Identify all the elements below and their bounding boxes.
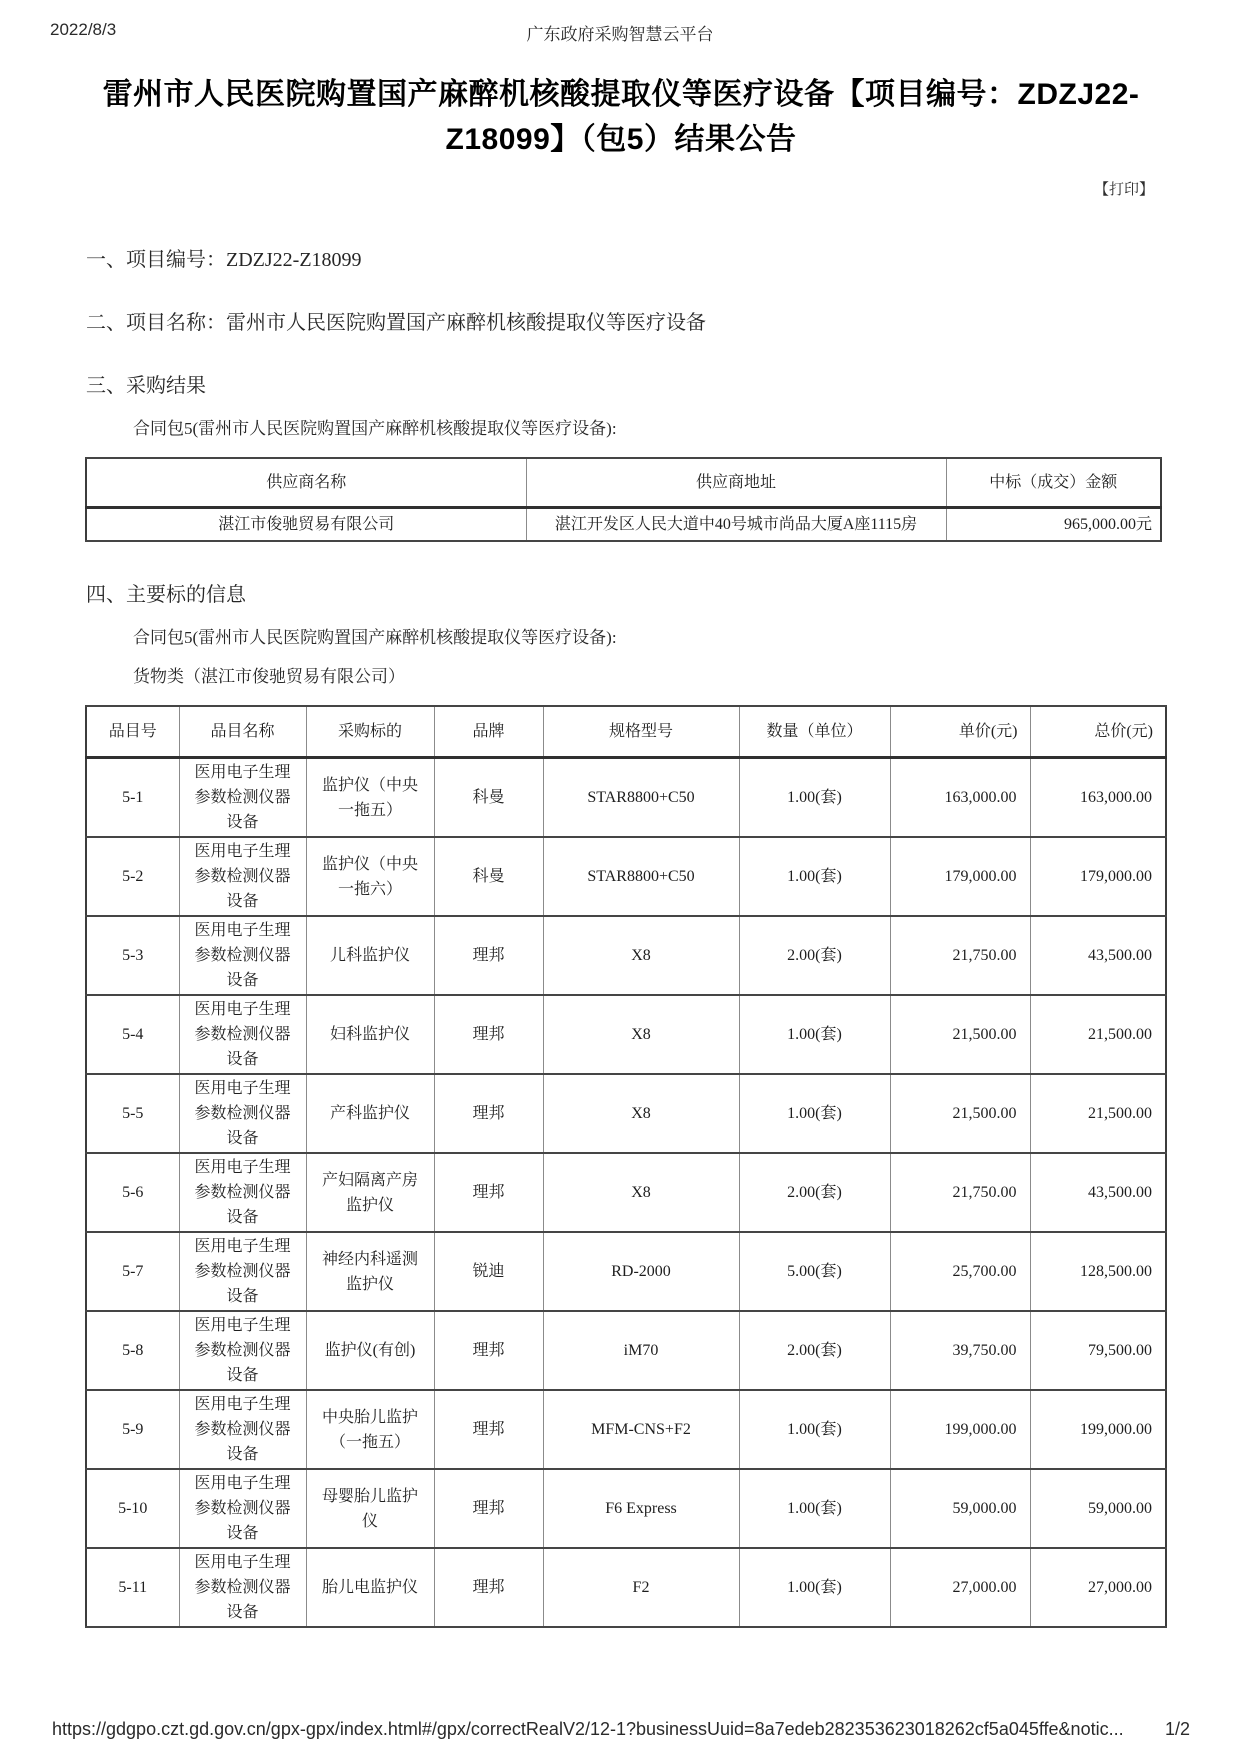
items-table [85,705,1167,1628]
item-total-price-cell: 128,500.00 [1030,1232,1166,1311]
item-total-price-cell: 27,000.00 [1030,1548,1166,1627]
supplier-table [85,457,1162,542]
item-unit-price-cell: 179,000.00 [890,837,1030,916]
item-target-cell: 儿科监护仪 [306,916,434,995]
item-brand-cell: 理邦 [434,916,543,995]
supplier-table-header-row [86,458,1161,508]
item-quantity-cell: 1.00(套) [739,1469,890,1548]
item-row-5-11 [86,1548,1166,1627]
item-unit-price-cell: 199,000.00 [890,1390,1030,1469]
section-heading-project-name: 二、项目名称：雷州市人民医院购置国产麻醉机核酸提取仪等医疗设备 [86,312,706,334]
col-header-model: 规格型号 [543,706,739,758]
print-button[interactable]: 【打印】 [1093,182,1154,198]
item-model-cell: STAR8800+C50 [543,758,739,838]
col-header-target: 采购标的 [306,706,434,758]
item-no-cell: 5-1 [86,758,179,838]
item-name-cell: 医用电子生理参数检测仪器设备 [179,1153,306,1232]
item-unit-price-cell: 21,750.00 [890,916,1030,995]
item-no-cell: 5-10 [86,1469,179,1548]
print-date: 2022/8/3 [50,20,117,39]
item-total-price-cell: 163,000.00 [1030,758,1166,838]
col-header-supplier-name: 供应商名称 [86,458,526,508]
item-target-cell: 神经内科遥测监护仪 [306,1232,434,1311]
col-header-brand: 品牌 [434,706,543,758]
item-row-5-8 [86,1311,1166,1390]
item-no-cell: 5-6 [86,1153,179,1232]
item-total-price-cell: 43,500.00 [1030,916,1166,995]
item-model-cell: X8 [543,995,739,1074]
item-name-cell: 医用电子生理参数检测仪器设备 [179,1311,306,1390]
item-name-cell: 医用电子生理参数检测仪器设备 [179,1074,306,1153]
item-brand-cell: 理邦 [434,995,543,1074]
item-target-cell: 监护仪（中央一拖六） [306,837,434,916]
item-no-cell: 5-11 [86,1548,179,1627]
item-target-cell: 中央胎儿监护（一拖五） [306,1390,434,1469]
item-model-cell: X8 [543,916,739,995]
item-model-cell: RD-2000 [543,1232,739,1311]
item-row-5-7 [86,1232,1166,1311]
item-unit-price-cell: 59,000.00 [890,1469,1030,1548]
item-name-cell: 医用电子生理参数检测仪器设备 [179,916,306,995]
item-no-cell: 5-7 [86,1232,179,1311]
item-brand-cell: 理邦 [434,1469,543,1548]
col-header-unit-price: 单价(元) [890,706,1030,758]
item-model-cell: F6 Express [543,1469,739,1548]
item-unit-price-cell: 27,000.00 [890,1548,1030,1627]
item-total-price-cell: 59,000.00 [1030,1469,1166,1548]
item-target-cell: 监护仪(有创) [306,1311,434,1390]
item-name-cell: 医用电子生理参数检测仪器设备 [179,837,306,916]
col-header-item-name: 品目名称 [179,706,306,758]
item-brand-cell: 理邦 [434,1074,543,1153]
item-target-cell: 胎儿电监护仪 [306,1548,434,1627]
item-total-price-cell: 43,500.00 [1030,1153,1166,1232]
announcement-document [0,72,1242,1628]
item-no-cell: 5-9 [86,1390,179,1469]
item-no-cell: 5-2 [86,837,179,916]
item-total-price-cell: 199,000.00 [1030,1390,1166,1469]
item-model-cell: iM70 [543,1311,739,1390]
item-quantity-cell: 1.00(套) [739,1074,890,1153]
item-quantity-cell: 2.00(套) [739,1153,890,1232]
item-no-cell: 5-8 [86,1311,179,1390]
item-row-5-4 [86,995,1166,1074]
item-name-cell: 医用电子生理参数检测仪器设备 [179,758,306,838]
item-brand-cell: 理邦 [434,1548,543,1627]
item-unit-price-cell: 25,700.00 [890,1232,1030,1311]
item-row-5-9 [86,1390,1166,1469]
section-heading-procurement-result: 三、采购结果 [86,375,206,397]
item-quantity-cell: 1.00(套) [739,837,890,916]
item-unit-price-cell: 21,500.00 [890,1074,1030,1153]
item-row-5-6 [86,1153,1166,1232]
item-row-5-1 [86,758,1166,838]
section-heading-main-target-info: 四、主要标的信息 [86,584,246,606]
goods-category-note: 货物类（湛江市俊驰贸易有限公司） [133,667,405,686]
print-button-row [0,178,1154,199]
item-name-cell: 医用电子生理参数检测仪器设备 [179,1469,306,1548]
section-heading-project-number: 一、项目编号：ZDZJ22-Z18099 [86,249,362,271]
award-amount-cell: 965,000.00元 [946,508,1161,542]
supplier-address-cell: 湛江开发区人民大道中40号城市尚品大厦A座1115房 [526,508,946,542]
item-model-cell: X8 [543,1074,739,1153]
item-brand-cell: 科曼 [434,837,543,916]
item-quantity-cell: 2.00(套) [739,916,890,995]
items-table-header-row [86,706,1166,758]
item-quantity-cell: 1.00(套) [739,1548,890,1627]
item-model-cell: F2 [543,1548,739,1627]
item-quantity-cell: 1.00(套) [739,1390,890,1469]
item-target-cell: 妇科监护仪 [306,995,434,1074]
item-model-cell: MFM-CNS+F2 [543,1390,739,1469]
item-brand-cell: 理邦 [434,1153,543,1232]
item-brand-cell: 锐迪 [434,1232,543,1311]
col-header-total-price: 总价(元) [1030,706,1166,758]
item-name-cell: 医用电子生理参数检测仪器设备 [179,1390,306,1469]
item-row-5-5 [86,1074,1166,1153]
item-unit-price-cell: 21,500.00 [890,995,1030,1074]
item-no-cell: 5-3 [86,916,179,995]
browser-print-header [50,20,1190,45]
item-total-price-cell: 179,000.00 [1030,837,1166,916]
item-target-cell: 监护仪（中央一拖五） [306,758,434,838]
item-brand-cell: 科曼 [434,758,543,838]
item-total-price-cell: 21,500.00 [1030,1074,1166,1153]
col-header-quantity: 数量（单位） [739,706,890,758]
col-header-supplier-address: 供应商地址 [526,458,946,508]
item-quantity-cell: 5.00(套) [739,1232,890,1311]
main-contract-note: 合同包5(雷州市人民医院购置国产麻醉机核酸提取仪等医疗设备): [133,628,617,647]
item-quantity-cell: 2.00(套) [739,1311,890,1390]
item-name-cell: 医用电子生理参数检测仪器设备 [179,1548,306,1627]
browser-print-footer [52,1719,1190,1740]
item-brand-cell: 理邦 [434,1390,543,1469]
item-total-price-cell: 21,500.00 [1030,995,1166,1074]
item-model-cell: STAR8800+C50 [543,837,739,916]
item-target-cell: 产科监护仪 [306,1074,434,1153]
item-row-5-2 [86,837,1166,916]
footer-url: https://gdgpo.czt.gd.gov.cn/gpx-gpx/index.html#/gpx/correctRealV2/12-1?businessUuid=8a7edeb282353623018262cf5a045ffe&notic... [52,1719,1124,1739]
item-no-cell: 5-4 [86,995,179,1074]
item-target-cell: 产妇隔离产房监护仪 [306,1153,434,1232]
item-name-cell: 医用电子生理参数检测仪器设备 [179,995,306,1074]
item-total-price-cell: 79,500.00 [1030,1311,1166,1390]
item-unit-price-cell: 21,750.00 [890,1153,1030,1232]
item-quantity-cell: 1.00(套) [739,758,890,838]
supplier-name-cell: 湛江市俊驰贸易有限公司 [86,508,526,542]
item-brand-cell: 理邦 [434,1311,543,1390]
page-title: 雷州市人民医院购置国产麻醉机核酸提取仪等医疗设备【项目编号：ZDZJ22-Z18099】（包5）结果公告 [102,78,1140,156]
item-row-5-3 [86,916,1166,995]
item-row-5-10 [86,1469,1166,1548]
item-model-cell: X8 [543,1153,739,1232]
item-target-cell: 母婴胎儿监护仪 [306,1469,434,1548]
item-unit-price-cell: 39,750.00 [890,1311,1030,1390]
supplier-table-row [86,508,1161,542]
item-unit-price-cell: 163,000.00 [890,758,1030,838]
col-header-item-no: 品目号 [86,706,179,758]
item-no-cell: 5-5 [86,1074,179,1153]
site-title: 广东政府采购智慧云平台 [526,25,714,44]
item-quantity-cell: 1.00(套) [739,995,890,1074]
col-header-award-amount: 中标（成交）金额 [946,458,1161,508]
footer-page-indicator: 1/2 [1164,1719,1190,1739]
result-contract-note: 合同包5(雷州市人民医院购置国产麻醉机核酸提取仪等医疗设备): [133,419,617,438]
item-name-cell: 医用电子生理参数检测仪器设备 [179,1232,306,1311]
